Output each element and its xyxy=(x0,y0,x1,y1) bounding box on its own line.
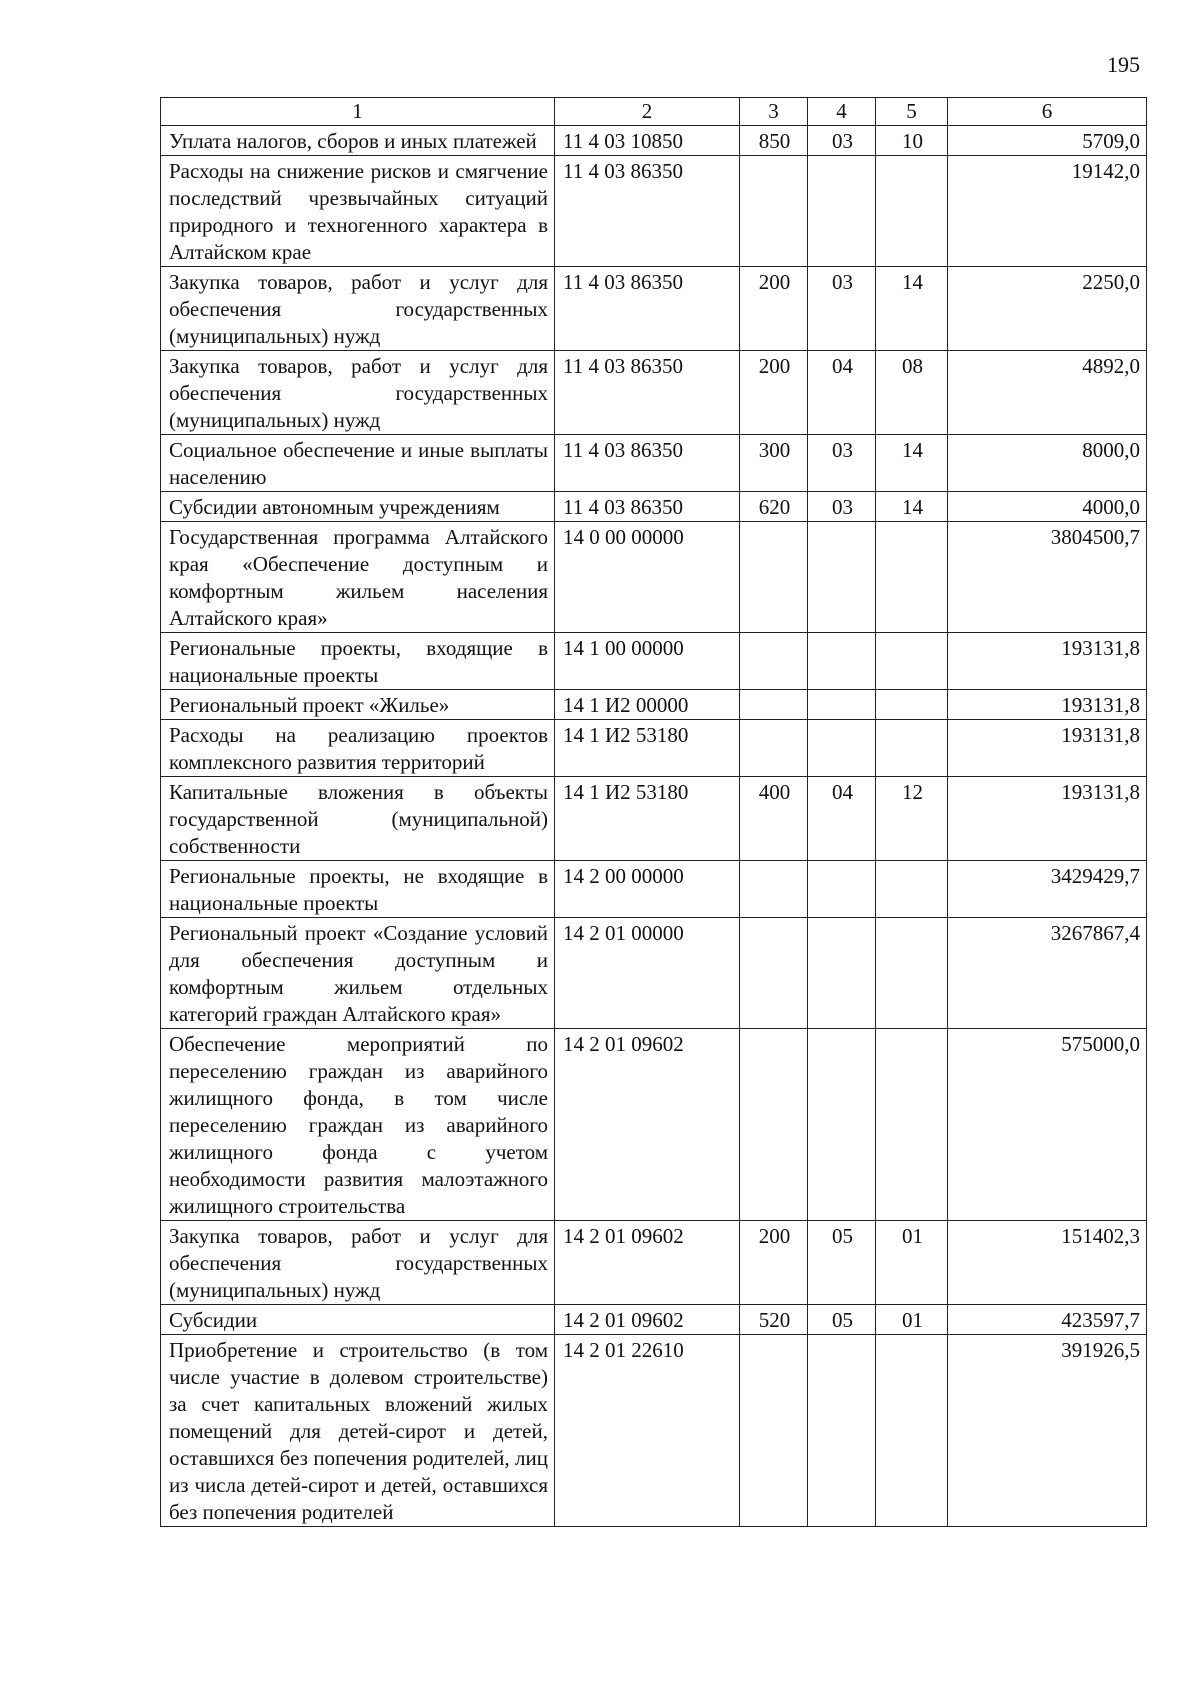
row-col3-cell: 200 xyxy=(740,267,808,351)
column-header: 2 xyxy=(555,98,740,126)
column-header: 4 xyxy=(808,98,876,126)
table-row xyxy=(161,267,1147,351)
row-col5-cell: 08 xyxy=(876,351,948,435)
row-col5-cell: 01 xyxy=(876,1305,948,1335)
row-name-cell: Субсидии автономным учреждениям xyxy=(161,492,555,522)
row-code-cell: 14 1 И2 00000 xyxy=(555,690,740,720)
row-col3-cell xyxy=(740,861,808,918)
row-code-cell: 11 4 03 86350 xyxy=(555,435,740,492)
row-col3-cell xyxy=(740,720,808,777)
table-row xyxy=(161,1335,1147,1527)
row-col3-cell xyxy=(740,690,808,720)
table-row xyxy=(161,492,1147,522)
row-col4-cell xyxy=(808,522,876,633)
row-name-cell: Капитальные вложения в объекты государственной (муниципальной) собственности xyxy=(161,777,555,861)
column-header: 6 xyxy=(948,98,1147,126)
row-col3-cell xyxy=(740,156,808,267)
row-col5-cell xyxy=(876,720,948,777)
row-col3-cell xyxy=(740,522,808,633)
row-col4-cell: 04 xyxy=(808,351,876,435)
budget-table xyxy=(160,97,1147,1527)
row-col5-cell: 14 xyxy=(876,435,948,492)
row-amount-cell: 391926,5 xyxy=(948,1335,1147,1527)
row-code-cell: 14 0 00 00000 xyxy=(555,522,740,633)
row-amount-cell: 4000,0 xyxy=(948,492,1147,522)
row-name-cell: Уплата налогов, сборов и иных платежей xyxy=(161,126,555,156)
row-name-cell: Закупка товаров, работ и услуг для обеспечения государственных (муниципальных) нужд xyxy=(161,1221,555,1305)
row-amount-cell: 3267867,4 xyxy=(948,918,1147,1029)
row-col4-cell xyxy=(808,1335,876,1527)
row-amount-cell: 193131,8 xyxy=(948,720,1147,777)
row-name-cell: Субсидии xyxy=(161,1305,555,1335)
row-name-cell: Социальное обеспечение и иные выплаты населению xyxy=(161,435,555,492)
row-col5-cell: 01 xyxy=(876,1221,948,1305)
row-code-cell: 14 2 01 22610 xyxy=(555,1335,740,1527)
row-col4-cell xyxy=(808,918,876,1029)
column-header: 5 xyxy=(876,98,948,126)
row-col3-cell xyxy=(740,1029,808,1221)
row-name-cell: Закупка товаров, работ и услуг для обеспечения государственных (муниципальных) нужд xyxy=(161,267,555,351)
row-amount-cell: 575000,0 xyxy=(948,1029,1147,1221)
row-col3-cell: 400 xyxy=(740,777,808,861)
table-row xyxy=(161,633,1147,690)
row-name-cell: Расходы на реализацию проектов комплексного развития территорий xyxy=(161,720,555,777)
row-col3-cell: 620 xyxy=(740,492,808,522)
row-col4-cell xyxy=(808,690,876,720)
row-col4-cell: 03 xyxy=(808,435,876,492)
row-name-cell: Региональные проекты, входящие в национальные проекты xyxy=(161,633,555,690)
row-col5-cell: 12 xyxy=(876,777,948,861)
row-amount-cell: 8000,0 xyxy=(948,435,1147,492)
row-col5-cell xyxy=(876,522,948,633)
row-name-cell: Региональный проект «Жилье» xyxy=(161,690,555,720)
row-col4-cell xyxy=(808,633,876,690)
row-col5-cell xyxy=(876,861,948,918)
row-col5-cell: 14 xyxy=(876,492,948,522)
table-row xyxy=(161,720,1147,777)
table-row xyxy=(161,126,1147,156)
row-col5-cell xyxy=(876,156,948,267)
row-code-cell: 11 4 03 86350 xyxy=(555,267,740,351)
table-row xyxy=(161,1305,1147,1335)
row-col4-cell: 03 xyxy=(808,126,876,156)
row-col3-cell xyxy=(740,633,808,690)
row-amount-cell: 19142,0 xyxy=(948,156,1147,267)
row-col3-cell: 200 xyxy=(740,351,808,435)
row-name-cell: Государственная программа Алтайского края «Обеспечение доступным и комфортным жильем населения Алтайского края» xyxy=(161,522,555,633)
row-code-cell: 14 1 И2 53180 xyxy=(555,777,740,861)
row-name-cell: Региональные проекты, не входящие в национальные проекты xyxy=(161,861,555,918)
table-body xyxy=(161,126,1147,1527)
table-row xyxy=(161,435,1147,492)
row-code-cell: 14 2 01 09602 xyxy=(555,1305,740,1335)
row-col3-cell: 300 xyxy=(740,435,808,492)
table-row xyxy=(161,351,1147,435)
row-amount-cell: 193131,8 xyxy=(948,633,1147,690)
row-code-cell: 11 4 03 86350 xyxy=(555,492,740,522)
row-col4-cell: 03 xyxy=(808,267,876,351)
row-code-cell: 14 2 01 09602 xyxy=(555,1221,740,1305)
row-code-cell: 14 1 00 00000 xyxy=(555,633,740,690)
row-col4-cell xyxy=(808,861,876,918)
row-code-cell: 14 2 01 09602 xyxy=(555,1029,740,1221)
row-amount-cell: 193131,8 xyxy=(948,690,1147,720)
column-header: 1 xyxy=(161,98,555,126)
table-row xyxy=(161,522,1147,633)
row-code-cell: 14 1 И2 53180 xyxy=(555,720,740,777)
row-code-cell: 11 4 03 86350 xyxy=(555,156,740,267)
row-code-cell: 11 4 03 10850 xyxy=(555,126,740,156)
table-row xyxy=(161,918,1147,1029)
row-name-cell: Закупка товаров, работ и услуг для обеспечения государственных (муниципальных) нужд xyxy=(161,351,555,435)
table-row xyxy=(161,777,1147,861)
row-amount-cell: 3429429,7 xyxy=(948,861,1147,918)
table-row xyxy=(161,861,1147,918)
row-col5-cell xyxy=(876,690,948,720)
row-col3-cell: 850 xyxy=(740,126,808,156)
row-code-cell: 11 4 03 86350 xyxy=(555,351,740,435)
row-name-cell: Приобретение и строительство (в том числе участие в долевом строительстве) за счет капитальных вложений жилых помещений для детей-сирот и детей, оставшихся без попечения родителей, лиц из числа детей-сирот и детей, оставшихся без попечения родителей xyxy=(161,1335,555,1527)
row-amount-cell: 5709,0 xyxy=(948,126,1147,156)
column-header: 3 xyxy=(740,98,808,126)
row-col5-cell: 10 xyxy=(876,126,948,156)
row-col3-cell: 520 xyxy=(740,1305,808,1335)
row-col4-cell xyxy=(808,156,876,267)
row-col3-cell xyxy=(740,918,808,1029)
header-row xyxy=(161,98,1147,126)
row-amount-cell: 4892,0 xyxy=(948,351,1147,435)
row-col4-cell: 05 xyxy=(808,1305,876,1335)
row-col5-cell: 14 xyxy=(876,267,948,351)
row-col4-cell xyxy=(808,1029,876,1221)
row-amount-cell: 2250,0 xyxy=(948,267,1147,351)
row-amount-cell: 193131,8 xyxy=(948,777,1147,861)
row-name-cell: Обеспечение мероприятий по переселению граждан из аварийного жилищного фонда, в том числе переселению граждан из аварийного жилищного фонда с учетом необходимости развития малоэтажного жилищного строительства xyxy=(161,1029,555,1221)
table-row xyxy=(161,1029,1147,1221)
row-col3-cell xyxy=(740,1335,808,1527)
row-col4-cell xyxy=(808,720,876,777)
row-amount-cell: 3804500,7 xyxy=(948,522,1147,633)
row-name-cell: Расходы на снижение рисков и смягчение последствий чрезвычайных ситуаций природного и техногенного характера в Алтайском крае xyxy=(161,156,555,267)
row-name-cell: Региональный проект «Создание условий для обеспечения доступным и комфортным жильем отдельных категорий граждан Алтайского края» xyxy=(161,918,555,1029)
row-col5-cell xyxy=(876,1335,948,1527)
row-code-cell: 14 2 01 00000 xyxy=(555,918,740,1029)
row-col5-cell xyxy=(876,1029,948,1221)
row-col3-cell: 200 xyxy=(740,1221,808,1305)
page-number: 195 xyxy=(1107,52,1140,77)
row-col5-cell xyxy=(876,633,948,690)
table-row xyxy=(161,690,1147,720)
table-row xyxy=(161,1221,1147,1305)
row-amount-cell: 151402,3 xyxy=(948,1221,1147,1305)
row-col4-cell: 04 xyxy=(808,777,876,861)
row-col4-cell: 05 xyxy=(808,1221,876,1305)
row-amount-cell: 423597,7 xyxy=(948,1305,1147,1335)
row-col4-cell: 03 xyxy=(808,492,876,522)
table-row xyxy=(161,156,1147,267)
row-col5-cell xyxy=(876,918,948,1029)
row-code-cell: 14 2 00 00000 xyxy=(555,861,740,918)
